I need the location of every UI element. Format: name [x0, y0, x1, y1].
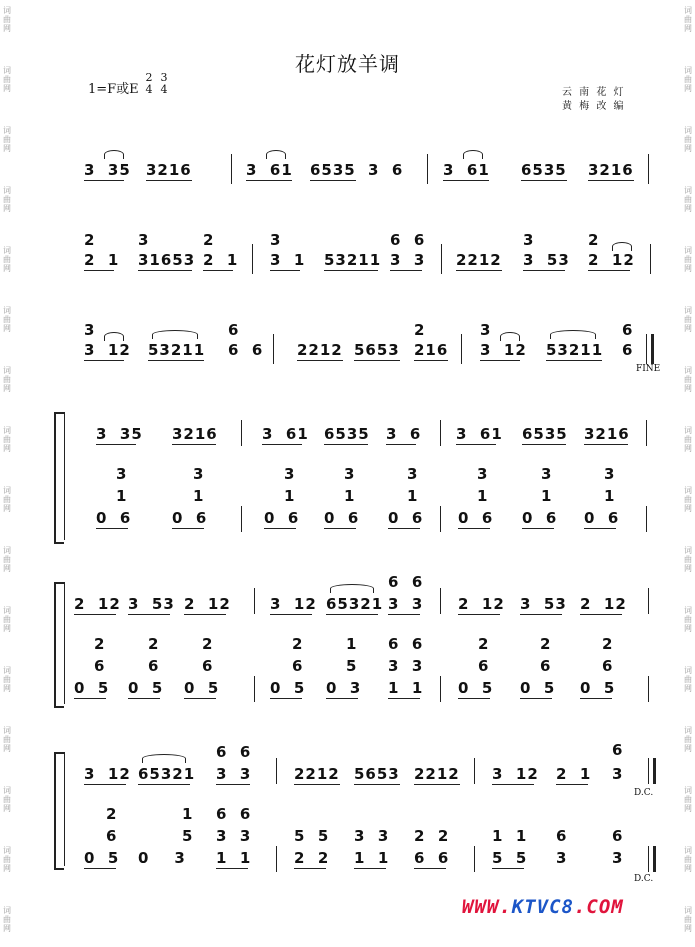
harmony-note: 1 — [182, 805, 194, 823]
note-group: 2 12 — [74, 595, 121, 613]
barline — [440, 420, 441, 446]
beam — [84, 868, 116, 869]
beam — [216, 784, 250, 785]
double-barline — [653, 846, 656, 872]
beam — [294, 784, 340, 785]
barline — [441, 244, 442, 274]
beam — [84, 784, 126, 785]
barline — [461, 334, 462, 364]
barline — [440, 506, 441, 532]
note-top: 2 — [588, 231, 600, 249]
note-group: 3 35 — [96, 425, 143, 443]
note-group: 3 3 — [388, 595, 424, 613]
beam — [246, 180, 292, 181]
system-line — [64, 752, 65, 866]
note-group: 6 6 — [228, 341, 264, 359]
beam — [148, 360, 204, 361]
beam — [270, 698, 302, 699]
barline — [440, 676, 441, 702]
note-group: 2 1 — [203, 251, 239, 269]
harmony-note: 5 5 — [294, 827, 330, 845]
note-group: 65321 — [326, 595, 384, 613]
note-group: 2212 — [456, 251, 502, 269]
note-group: 6535 — [521, 161, 567, 179]
beam — [388, 528, 420, 529]
beam — [390, 270, 422, 271]
system-bracket — [54, 582, 64, 708]
note-group: 3 12 — [480, 341, 527, 359]
beam — [326, 614, 378, 615]
note-group: 6535 — [522, 425, 568, 443]
note-group: 53211 — [148, 341, 206, 359]
beam — [262, 444, 302, 445]
beam — [584, 528, 616, 529]
barline — [474, 758, 475, 784]
bass-group: 0 5 — [84, 849, 120, 867]
barline — [276, 846, 277, 872]
dc-mark: D.C. — [634, 788, 654, 798]
note-group: 3 61 — [443, 161, 490, 179]
bass-group: 1 1 — [388, 679, 424, 697]
note-group: 2 12 — [580, 595, 627, 613]
harmony-note: 2 — [540, 635, 552, 653]
note-group: 2 12 — [458, 595, 505, 613]
note-top: 2 — [414, 321, 426, 339]
note-top: 6 6 — [216, 743, 252, 761]
credit-arranger: 黄 梅 改 编 — [562, 101, 626, 112]
bass-group: 3 — [556, 849, 568, 867]
beam — [138, 784, 190, 785]
note-group: 2 1 — [556, 765, 592, 783]
harmony-note: 2 — [106, 805, 118, 823]
harmony-note: 2 2 — [414, 827, 450, 845]
slur — [330, 584, 374, 593]
note-group: 5653 — [354, 341, 400, 359]
beam — [414, 868, 446, 869]
barline — [648, 588, 649, 614]
beam — [520, 698, 552, 699]
harmony-note: 5 — [182, 827, 194, 845]
harmony-note: 1 1 — [492, 827, 528, 845]
note-group: 5653 — [354, 765, 400, 783]
beam — [270, 614, 312, 615]
barline — [241, 506, 242, 532]
harmony-note: 3 — [541, 465, 553, 483]
note-top: 3 — [138, 231, 150, 249]
watermark-brand: KTVC8 — [511, 896, 574, 918]
right-edge-watermark: 词 曲 网 词 曲 网 词 曲 网 词 曲 网 词 曲 网 词 曲 网 词 曲 网 词 曲 网 词 曲 网 词 曲 网 词 曲 网 词 曲 网 词 曲 网 词 曲 网 词 曲 网 词 曲 网 — [684, 6, 692, 933]
system-bracket — [54, 412, 64, 544]
site-watermark — [462, 896, 624, 918]
beam — [128, 614, 170, 615]
system-bracket — [54, 752, 64, 870]
beam — [84, 270, 114, 271]
barline — [646, 506, 647, 532]
beam — [216, 868, 248, 869]
beam — [414, 784, 460, 785]
harmony-note: 6 — [106, 827, 118, 845]
bass-group: 0 5 — [458, 679, 494, 697]
double-barline — [646, 334, 647, 364]
harmony-note: 1 — [346, 635, 358, 653]
note-group: 216 — [414, 341, 449, 359]
harmony-note: 1 — [193, 487, 205, 505]
harmony-note: 2 — [478, 635, 490, 653]
bass-group: 0 5 — [520, 679, 556, 697]
note-top: 2 — [203, 231, 215, 249]
credit-source: 云 南 花 灯 — [562, 87, 626, 98]
beam — [458, 698, 490, 699]
note-top: 6 — [622, 321, 634, 339]
barline — [273, 334, 274, 364]
note-group: 3 6 — [386, 425, 422, 443]
harmony-note: 2 — [94, 635, 106, 653]
note-group: 6 — [622, 341, 634, 359]
note-group: 3 53 — [128, 595, 175, 613]
double-barline — [651, 334, 654, 364]
harmony-note: 3 — [193, 465, 205, 483]
note-top: 6 6 — [388, 573, 424, 591]
harmony-note: 1 — [284, 487, 296, 505]
harmony-note: 2 — [602, 635, 614, 653]
beam — [456, 270, 502, 271]
beam — [492, 784, 534, 785]
beam — [546, 360, 602, 361]
harmony-note: 2 — [292, 635, 304, 653]
beam — [354, 868, 386, 869]
fine-mark: FINE — [636, 364, 661, 374]
note-group: 31653 — [138, 251, 196, 269]
barline — [276, 758, 277, 784]
beam — [388, 614, 420, 615]
beam — [297, 360, 343, 361]
harmony-note: 1 — [541, 487, 553, 505]
harmony-note: 6 — [202, 657, 214, 675]
note-group: 2 1 — [84, 251, 120, 269]
beam — [580, 614, 622, 615]
harmony-note: 3 — [116, 465, 128, 483]
beam — [203, 270, 233, 271]
double-barline — [648, 846, 649, 872]
note-group: 2212 — [297, 341, 343, 359]
beam — [521, 180, 567, 181]
system-line — [64, 412, 65, 540]
slur — [612, 242, 632, 251]
beam — [294, 868, 326, 869]
beam — [326, 698, 358, 699]
beam — [128, 698, 160, 699]
bass-group: 0 5 — [184, 679, 220, 697]
note-top: 3 — [84, 321, 96, 339]
beam — [480, 360, 520, 361]
slur — [550, 330, 596, 339]
note-group: 3 3 — [390, 251, 426, 269]
bass-group: 0 5 — [74, 679, 110, 697]
beam — [354, 360, 400, 361]
bass-group: 2 2 — [294, 849, 330, 867]
harmony-note: 1 — [477, 487, 489, 505]
harmony-note: 3 3 — [216, 827, 252, 845]
bass-group: 0 6 — [388, 509, 424, 527]
barline — [648, 154, 649, 184]
note-group: 2 12 — [184, 595, 231, 613]
bass-group: 0 3 — [326, 679, 362, 697]
note-group: 3 12 — [84, 341, 131, 359]
beam — [172, 528, 204, 529]
note-group: 53211 — [324, 251, 382, 269]
harmony-note: 1 — [604, 487, 616, 505]
harmony-note: 6 — [94, 657, 106, 675]
beam — [458, 614, 500, 615]
barline — [241, 420, 242, 446]
note-group: 3 53 — [523, 251, 570, 269]
note-group: 65321 — [138, 765, 196, 783]
note-group: 3216 — [172, 425, 218, 443]
note-group: 3216 — [588, 161, 634, 179]
barline — [254, 676, 255, 702]
harmony-note: 3 — [477, 465, 489, 483]
beam — [556, 784, 588, 785]
barline — [648, 676, 649, 702]
bass-group: 0 5 — [270, 679, 306, 697]
beam — [388, 698, 420, 699]
note-top: 3 — [270, 231, 282, 249]
beam — [522, 444, 566, 445]
barline — [440, 588, 441, 614]
beam — [138, 270, 192, 271]
slur — [463, 150, 483, 159]
beam — [324, 270, 378, 271]
harmony-note: 6 — [148, 657, 160, 675]
beam — [458, 528, 490, 529]
beam — [456, 444, 496, 445]
beam — [324, 528, 356, 529]
bass-group: 0 6 — [522, 509, 558, 527]
beam — [96, 528, 128, 529]
beam — [270, 270, 300, 271]
note-group: 6535 — [310, 161, 356, 179]
beam — [584, 444, 628, 445]
note-group: 6535 — [324, 425, 370, 443]
beam — [354, 784, 400, 785]
note-group: 3 53 — [520, 595, 567, 613]
barline — [646, 420, 647, 446]
beam — [74, 698, 106, 699]
beam — [324, 444, 368, 445]
barline — [252, 244, 253, 274]
note-top: 6 6 — [390, 231, 426, 249]
harmony-note: 3 3 — [388, 657, 424, 675]
double-barline — [653, 758, 656, 784]
note-group: 3 — [612, 765, 624, 783]
double-barline — [648, 758, 649, 784]
barline — [650, 244, 651, 274]
bass-group: 6 6 — [414, 849, 450, 867]
beam — [523, 270, 565, 271]
bass-group: 0 5 — [128, 679, 164, 697]
note-group: 3 12 — [84, 765, 131, 783]
system-line — [64, 582, 65, 704]
note-group: 3 61 — [246, 161, 293, 179]
beam — [146, 180, 192, 181]
harmony-note: 3 — [284, 465, 296, 483]
note-group: 3 3 — [216, 765, 252, 783]
bass-group: 0 6 — [264, 509, 300, 527]
beam — [520, 614, 562, 615]
watermark-prefix: WWW. — [462, 896, 512, 918]
harmony-note: 6 — [478, 657, 490, 675]
note-top: 3 — [523, 231, 535, 249]
beam — [184, 698, 216, 699]
slur — [500, 332, 520, 341]
harmony-note: 6 — [292, 657, 304, 675]
slur — [142, 754, 186, 763]
slur — [266, 150, 286, 159]
harmony-note: 1 — [116, 487, 128, 505]
beam — [172, 444, 216, 445]
note-top: 3 — [480, 321, 492, 339]
note-group: 3 6 — [368, 161, 404, 179]
beam — [264, 528, 296, 529]
note-group: 2212 — [294, 765, 340, 783]
harmony-note: 3 3 — [354, 827, 390, 845]
left-edge-watermark: 词 曲 网 词 曲 网 词 曲 网 词 曲 网 词 曲 网 词 曲 网 词 曲 网 词 曲 网 词 曲 网 词 曲 网 词 曲 网 词 曲 网 词 曲 网 词 曲 网 词 曲 网 词 曲 网 — [3, 6, 11, 933]
harmony-note: 2 — [202, 635, 214, 653]
bass-group: 0 6 — [96, 509, 132, 527]
dc-mark: D.C. — [634, 874, 654, 884]
time-signature-3-4: 3 4 — [160, 71, 168, 96]
beam — [588, 270, 630, 271]
note-group: 3 12 — [492, 765, 539, 783]
note-top: 6 — [228, 321, 240, 339]
bass-group: 0 5 — [580, 679, 616, 697]
note-group: 3216 — [146, 161, 192, 179]
harmony-note: 1 — [407, 487, 419, 505]
barline — [231, 154, 232, 184]
beam — [310, 180, 356, 181]
time-signature-2-4: 2 4 — [145, 71, 153, 96]
note-group: 3 12 — [270, 595, 317, 613]
beam — [522, 528, 554, 529]
note-group: 3 61 — [456, 425, 503, 443]
bass-group: 3 — [612, 849, 624, 867]
beam — [588, 180, 634, 181]
harmony-note: 6 — [556, 827, 568, 845]
beam — [414, 360, 448, 361]
bass-group: 1 1 — [216, 849, 252, 867]
note-top: 6 — [612, 741, 624, 759]
note-group: 3 35 — [84, 161, 131, 179]
bass-group: 0 3 — [138, 849, 186, 867]
harmony-note: 6 6 — [216, 805, 252, 823]
barline — [474, 846, 475, 872]
beam — [580, 698, 612, 699]
note-group: 3216 — [584, 425, 630, 443]
beam — [84, 360, 124, 361]
harmony-note: 6 — [602, 657, 614, 675]
beam — [74, 614, 116, 615]
slur — [104, 150, 124, 159]
bass-group: 5 5 — [492, 849, 528, 867]
song-title: 花灯放羊调 — [295, 52, 400, 76]
barline — [254, 588, 255, 614]
bass-group: 1 1 — [354, 849, 390, 867]
note-group: 2212 — [414, 765, 460, 783]
harmony-note: 6 6 — [388, 635, 424, 653]
bass-group: 0 6 — [584, 509, 620, 527]
beam — [443, 180, 489, 181]
harmony-note: 5 — [346, 657, 358, 675]
watermark-suffix: .COM — [573, 896, 624, 918]
beam — [492, 868, 524, 869]
note-group: 3 61 — [262, 425, 309, 443]
key-signature: 1=F或E — [88, 82, 139, 97]
bass-group: 0 6 — [458, 509, 494, 527]
beam — [386, 444, 416, 445]
note-top: 2 — [84, 231, 96, 249]
beam — [184, 614, 226, 615]
harmony-note: 3 — [407, 465, 419, 483]
bass-group: 0 6 — [172, 509, 208, 527]
note-group: 3 1 — [270, 251, 306, 269]
harmony-note: 2 — [148, 635, 160, 653]
harmony-note: 3 — [344, 465, 356, 483]
barline — [427, 154, 428, 184]
harmony-note: 1 — [344, 487, 356, 505]
harmony-note: 6 — [540, 657, 552, 675]
beam — [84, 180, 124, 181]
beam — [96, 444, 136, 445]
note-group: 53211 — [546, 341, 604, 359]
note-group: 2 12 — [588, 251, 635, 269]
harmony-note: 3 — [604, 465, 616, 483]
harmony-note: 6 — [612, 827, 624, 845]
bass-group: 0 6 — [324, 509, 360, 527]
slur — [104, 332, 124, 341]
slur — [152, 330, 198, 339]
